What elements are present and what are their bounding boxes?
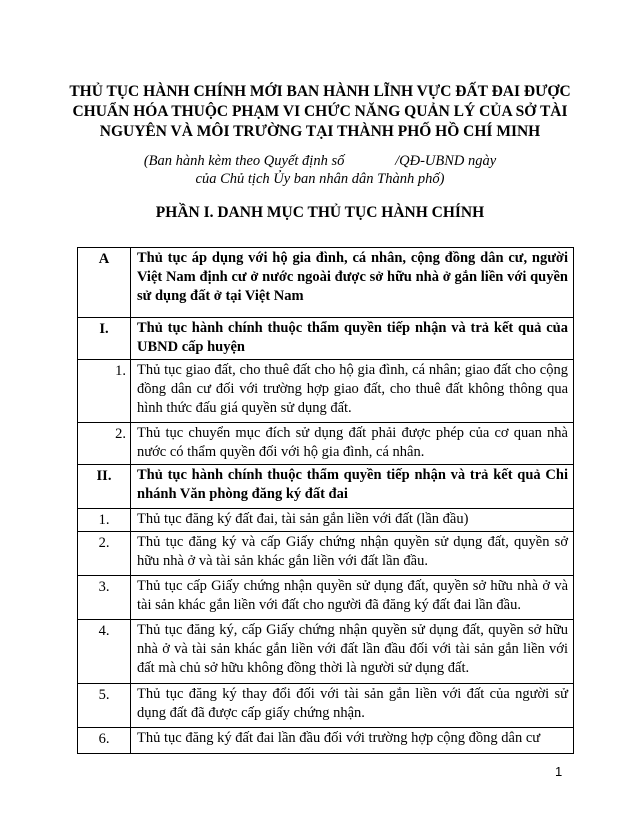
page-number: 1 (555, 764, 563, 779)
title-line: NGUYÊN VÀ MÔI TRƯỜNG TẠI THÀNH PHỐ HỒ CHÍ MINH (99, 123, 541, 140)
row-text: Thủ tục đăng ký đất đai, tài sản gắn liền với đất (lần đầu) (131, 509, 574, 532)
document-title (60, 82, 580, 142)
row-number: 4. (78, 620, 131, 684)
table-row (78, 620, 574, 684)
procedure-table (77, 247, 574, 754)
row-text: Thủ tục áp dụng với hộ gia đình, cá nhân, cộng đồng dân cư, người Việt Nam định cư ở nước ngoài được sở hữu nhà ở gắn liền với quyền sử dụng đất ở tại Việt Nam (131, 248, 574, 318)
row-number: 1. (78, 509, 131, 532)
subtitle-line: (Ban hành kèm theo Quyết định số /QĐ-UBND ngày (143, 153, 497, 169)
table-row (78, 248, 574, 318)
part-heading: PHẦN I. DANH MỤC THỦ TỤC HÀNH CHÍNH (155, 204, 485, 221)
table-row (78, 684, 574, 728)
table-row (78, 532, 574, 576)
row-number: A (78, 248, 131, 318)
row-text: Thủ tục hành chính thuộc thẩm quyền tiếp nhận và trả kết quả Chi nhánh Văn phòng đăng ký đất đai (131, 465, 574, 509)
table-row (78, 465, 574, 509)
row-text: Thủ tục đăng ký thay đổi đối với tài sản gắn liền với đất của người sử dụng đất đã được cấp giấy chứng nhận. (131, 684, 574, 728)
table-row (78, 576, 574, 620)
row-text: Thủ tục cấp Giấy chứng nhận quyền sử dụng đất, quyền sở hữu nhà ở và tài sản khác gắn liền với đất cho người đã đăng ký đất đai lần đầu. (131, 576, 574, 620)
table-row (78, 318, 574, 360)
row-number: II. (78, 465, 131, 509)
row-text: Thủ tục đăng ký đất đai lần đầu đối với trường hợp cộng đồng dân cư (131, 728, 574, 754)
row-text: Thủ tục đăng ký và cấp Giấy chứng nhận quyền sử dụng đất, quyền sở hữu nhà ở và tài sản khác gắn liền với đất lần đầu. (131, 532, 574, 576)
title-line: THỦ TỤC HÀNH CHÍNH MỚI BAN HÀNH LĨNH VỰC ĐẤT ĐAI ĐƯỢC (69, 83, 571, 100)
row-number: I. (78, 318, 131, 360)
row-text: Thủ tục chuyển mục đích sử dụng đất phải được phép của cơ quan nhà nước có thẩm quyền đối với hộ gia đình, cá nhân. (131, 423, 574, 465)
row-number: 2. (78, 423, 131, 465)
table-row (78, 728, 574, 754)
table-row (78, 423, 574, 465)
table-row (78, 509, 574, 532)
row-number: 1. (78, 360, 131, 423)
row-number: 5. (78, 684, 131, 728)
subtitle-line: của Chủ tịch Ủy ban nhân dân Thành phố) (195, 171, 445, 187)
row-number: 6. (78, 728, 131, 754)
title-line: CHUẨN HÓA THUỘC PHẠM VI CHỨC NĂNG QUẢN LÝ CỦA SỞ TÀI (72, 103, 568, 120)
row-text: Thủ tục hành chính thuộc thẩm quyền tiếp nhận và trả kết quả của UBND cấp huyện (131, 318, 574, 360)
row-number: 2. (78, 532, 131, 576)
table-row (78, 360, 574, 423)
row-text: Thủ tục đăng ký, cấp Giấy chứng nhận quyền sử dụng đất, quyền sở hữu nhà ở và tài sản khác gắn liền với đất lần đầu đối với tài sản gắn liền với đất mà chủ sở hữu không đồng thời là người sử dụng đất. (131, 620, 574, 684)
row-text: Thủ tục giao đất, cho thuê đất cho hộ gia đình, cá nhân; giao đất cho cộng đồng dân cư đối với trường hợp giao đất, cho thuê đất không thông qua hình thức đấu giá quyền sử dụng đất. (131, 360, 574, 423)
document-subtitle (80, 152, 560, 188)
row-number: 3. (78, 576, 131, 620)
